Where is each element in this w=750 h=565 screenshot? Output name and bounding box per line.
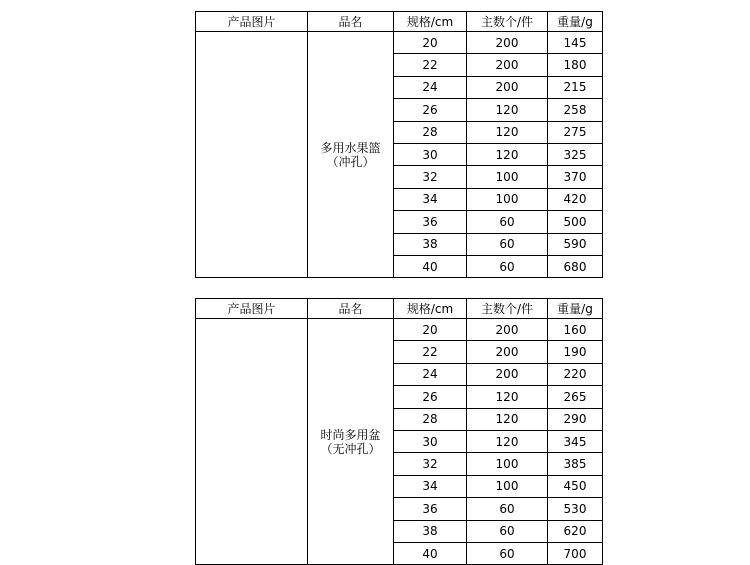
size-cell: 40 <box>394 255 467 277</box>
count-cell: 60 <box>467 211 548 233</box>
count-cell: 200 <box>467 76 548 98</box>
count-cell: 120 <box>467 143 548 165</box>
header-product-name: 品名 <box>308 299 394 319</box>
size-cell: 20 <box>394 319 467 341</box>
product-name-line2: （冲孔） <box>326 154 375 169</box>
header-count-per-case: 主数个/件 <box>467 12 548 32</box>
product-name-line1: 时尚多用盆 <box>320 427 381 442</box>
size-cell: 34 <box>394 188 467 210</box>
count-cell: 100 <box>467 166 548 188</box>
size-cell: 32 <box>394 166 467 188</box>
weight-cell: 160 <box>548 319 603 341</box>
weight-cell: 265 <box>548 386 603 408</box>
count-cell: 200 <box>467 319 548 341</box>
weight-cell: 500 <box>548 211 603 233</box>
size-cell: 22 <box>394 54 467 76</box>
size-cell: 28 <box>394 121 467 143</box>
header-size: 规格/cm <box>394 12 467 32</box>
header-product-image: 产品图片 <box>196 299 308 319</box>
weight-cell: 258 <box>548 99 603 121</box>
count-cell: 60 <box>467 520 548 542</box>
size-cell: 36 <box>394 498 467 520</box>
weight-cell: 680 <box>548 255 603 277</box>
weight-cell: 420 <box>548 188 603 210</box>
product-spec-table-fruit-basket <box>195 11 603 278</box>
size-cell: 36 <box>394 211 467 233</box>
count-cell: 120 <box>467 430 548 452</box>
table-header-row <box>196 12 603 32</box>
count-cell: 120 <box>467 408 548 430</box>
count-cell: 200 <box>467 32 548 54</box>
header-count-per-case: 主数个/件 <box>467 299 548 319</box>
count-cell: 100 <box>467 188 548 210</box>
size-cell: 20 <box>394 32 467 54</box>
weight-cell: 530 <box>548 498 603 520</box>
count-cell: 120 <box>467 121 548 143</box>
product-image-cell <box>196 32 308 278</box>
count-cell: 120 <box>467 99 548 121</box>
count-cell: 200 <box>467 363 548 385</box>
weight-cell: 145 <box>548 32 603 54</box>
product-spec-table-fashion-basin <box>195 298 603 565</box>
size-cell: 38 <box>394 520 467 542</box>
size-cell: 40 <box>394 542 467 564</box>
size-cell: 26 <box>394 386 467 408</box>
size-cell: 30 <box>394 143 467 165</box>
count-cell: 200 <box>467 54 548 76</box>
weight-cell: 325 <box>548 143 603 165</box>
weight-cell: 385 <box>548 453 603 475</box>
count-cell: 100 <box>467 453 548 475</box>
weight-cell: 370 <box>548 166 603 188</box>
size-cell: 34 <box>394 475 467 497</box>
size-cell: 24 <box>394 363 467 385</box>
weight-cell: 345 <box>548 430 603 452</box>
header-product-name: 品名 <box>308 12 394 32</box>
weight-cell: 220 <box>548 363 603 385</box>
count-cell: 60 <box>467 498 548 520</box>
product-name-line2: （无冲孔） <box>320 441 381 456</box>
size-cell: 26 <box>394 99 467 121</box>
size-cell: 22 <box>394 341 467 363</box>
product-name-line1: 多用水果篮 <box>320 140 381 155</box>
weight-cell: 620 <box>548 520 603 542</box>
size-cell: 38 <box>394 233 467 255</box>
weight-cell: 590 <box>548 233 603 255</box>
weight-cell: 290 <box>548 408 603 430</box>
count-cell: 120 <box>467 386 548 408</box>
count-cell: 200 <box>467 341 548 363</box>
header-weight: 重量/g <box>548 299 603 319</box>
count-cell: 60 <box>467 255 548 277</box>
header-weight: 重量/g <box>548 12 603 32</box>
product-name-cell <box>308 32 394 278</box>
table-row <box>196 319 603 341</box>
size-cell: 32 <box>394 453 467 475</box>
header-product-image: 产品图片 <box>196 12 308 32</box>
weight-cell: 180 <box>548 54 603 76</box>
weight-cell: 275 <box>548 121 603 143</box>
header-size: 规格/cm <box>394 299 467 319</box>
size-cell: 30 <box>394 430 467 452</box>
weight-cell: 450 <box>548 475 603 497</box>
product-name-cell <box>308 319 394 565</box>
size-cell: 24 <box>394 76 467 98</box>
weight-cell: 190 <box>548 341 603 363</box>
count-cell: 100 <box>467 475 548 497</box>
product-image-cell <box>196 319 308 565</box>
size-cell: 28 <box>394 408 467 430</box>
table-row <box>196 32 603 54</box>
weight-cell: 700 <box>548 542 603 564</box>
count-cell: 60 <box>467 542 548 564</box>
count-cell: 60 <box>467 233 548 255</box>
table-header-row <box>196 299 603 319</box>
weight-cell: 215 <box>548 76 603 98</box>
